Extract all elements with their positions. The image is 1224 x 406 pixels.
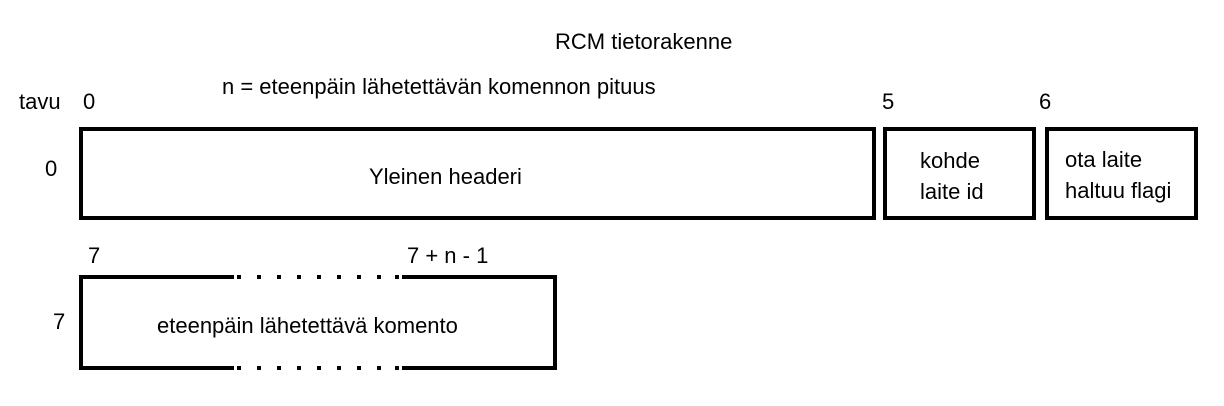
offset-0: 0 <box>83 89 96 114</box>
offset-5: 5 <box>882 89 895 114</box>
forward-command-dotted-top <box>237 275 399 279</box>
row-label-7: 7 <box>53 309 66 334</box>
diagram-title: RCM tietorakenne <box>555 29 733 54</box>
length-note: n = eteenpäin lähetettävän komennon pituus <box>222 74 656 99</box>
row-label-0: 0 <box>45 156 58 181</box>
offset-7-plus-n-minus-1: 7 + n - 1 <box>407 243 489 268</box>
take-device-flag-label-line2: haltuu flagi <box>1065 178 1172 203</box>
forward-command-dotted-bottom <box>237 366 399 370</box>
target-device-id-label-line2: laite id <box>920 179 984 204</box>
take-device-flag-label-line1: ota laite <box>1065 147 1143 172</box>
target-device-id-label-line1: kohde <box>920 148 980 173</box>
offset-7: 7 <box>88 243 101 268</box>
forward-command-label: eteenpäin lähetettävä komento <box>157 313 458 338</box>
offset-6: 6 <box>1039 89 1052 114</box>
byte-axis-label: tavu <box>19 89 61 114</box>
general-header-label: Yleinen headeri <box>369 164 522 189</box>
